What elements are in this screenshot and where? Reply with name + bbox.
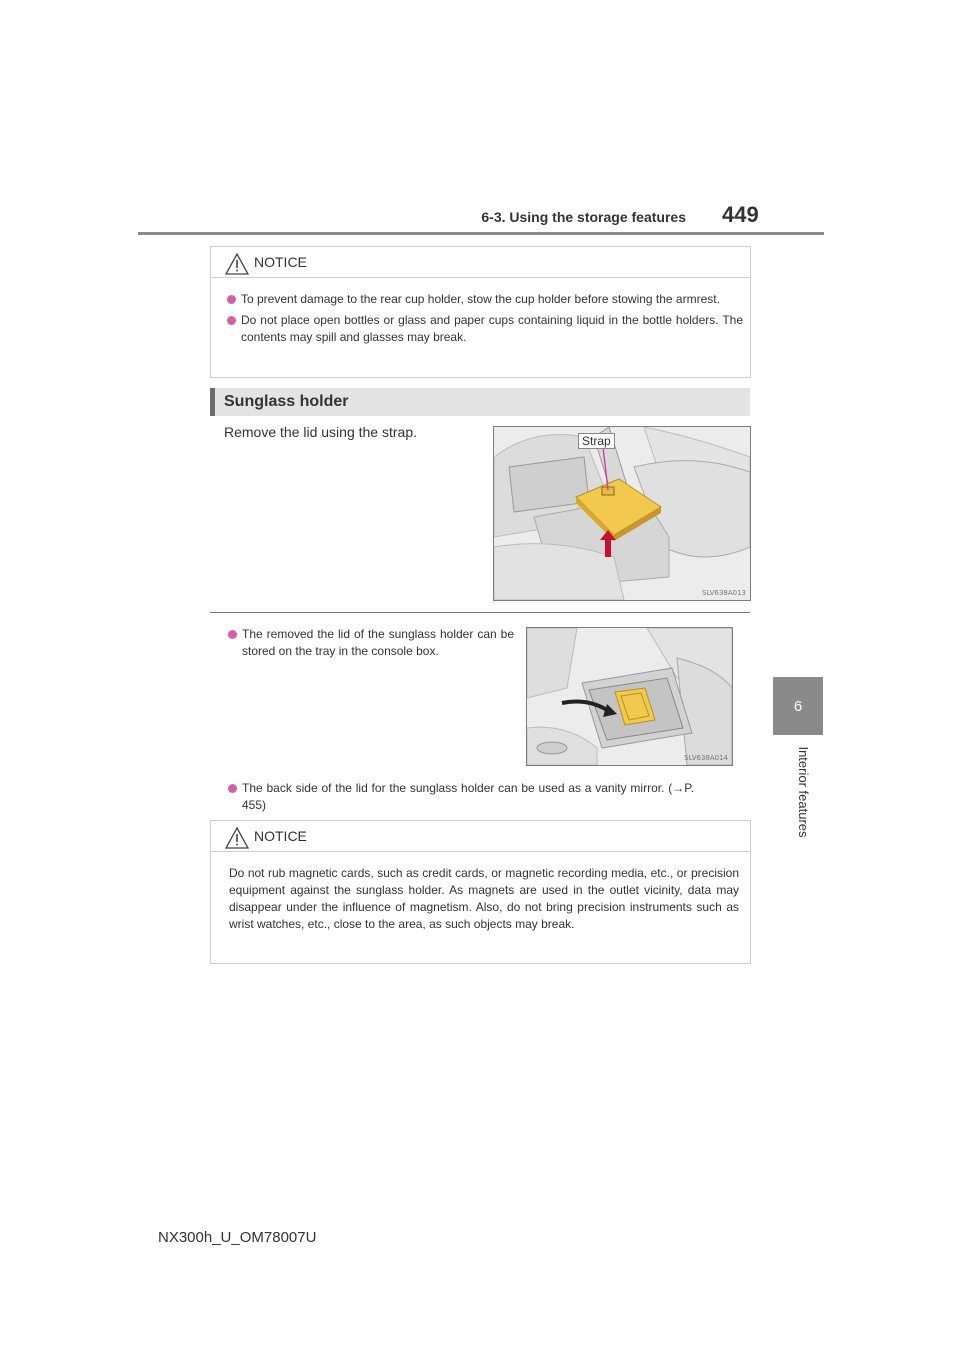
section-divider [210, 612, 750, 613]
console-illustration-2 [527, 628, 732, 765]
bullet-icon [228, 630, 237, 639]
bullet-icon [228, 784, 237, 793]
manual-code: NX300h_U_OM78007U [158, 1229, 317, 1246]
chapter-tab [773, 677, 823, 735]
notice-header [211, 247, 750, 278]
warning-triangle-icon [225, 253, 249, 275]
section-title: Sunglass holder [224, 393, 349, 410]
running-header-section: 6-3. Using the storage features [481, 209, 686, 225]
figure-remove-lid [493, 426, 751, 601]
chapter-number: 6 [793, 697, 803, 715]
warning-triangle-icon [225, 827, 249, 849]
note-item: The back side of the lid for the sunglass holder can be used as a vanity mirror. (→P. 455) [224, 780, 694, 814]
figure-lid-stored [526, 627, 733, 766]
bullet-icon [227, 316, 236, 325]
header-rule [138, 232, 824, 235]
notice-box-magnets [210, 820, 751, 964]
bullet-icon [227, 295, 236, 304]
notice-header [211, 821, 750, 852]
page-number: 449 [722, 202, 759, 227]
section-accent [210, 388, 215, 416]
notice-item: To prevent damage to the rear cup holder, stow the cup holder before stowing the armrest. [223, 291, 743, 308]
figure-code: SLV638A014 [684, 754, 728, 762]
chapter-title: Interior features [796, 746, 811, 838]
instruction-text: Remove the lid using the strap. [224, 424, 417, 440]
notice-item: Do not place open bottles or glass and paper cups containing liquid in the bottle holders. The contents may spill and glasses may break. [223, 312, 743, 346]
notice-title: NOTICE [254, 254, 307, 270]
figure-code: SLV638A013 [702, 589, 746, 597]
notice-box-cup-holder [210, 246, 751, 378]
callout-label-strap: Strap [578, 433, 615, 449]
notice-text: Do not rub magnetic cards, such as credit cards, or magnetic recording media, etc., or precision equipment against the sunglass holder. As magnets are used in the outlet vicinity, data may disappear under the influence of magnetism. Also, do not bring precision instruments such as wrist watches, etc., close to the area, as such objects may break. [229, 866, 739, 931]
section-heading-bar [210, 388, 750, 416]
console-illustration-1 [494, 427, 750, 600]
notice-title: NOTICE [254, 828, 307, 844]
note-item: The removed the lid of the sunglass holder can be stored on the tray in the console box. [224, 626, 514, 660]
